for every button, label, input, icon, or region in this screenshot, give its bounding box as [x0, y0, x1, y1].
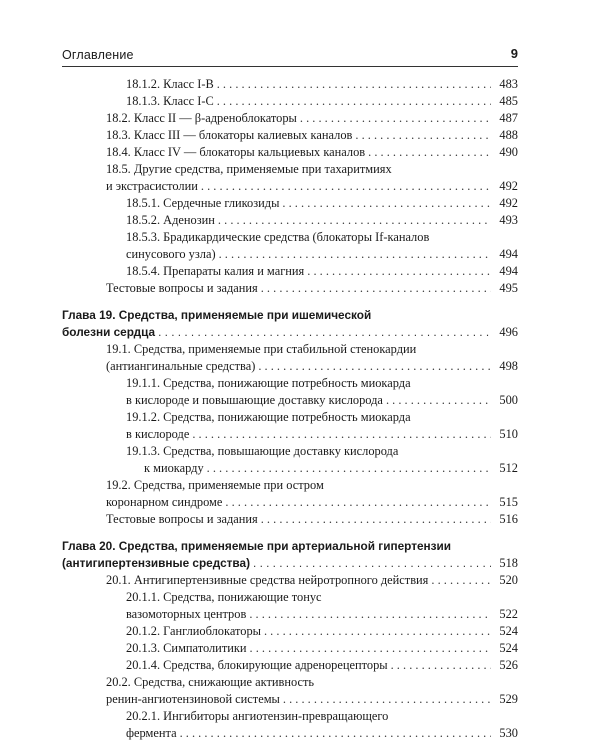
toc-entry-page: 529	[499, 692, 518, 706]
toc-entry-title: 18.5.4. Препараты калия и магния	[126, 264, 305, 278]
toc-entry-title-line2: коронарном синдроме	[106, 495, 223, 509]
toc-entry[interactable]	[62, 280, 518, 297]
toc-entry-page: 510	[499, 427, 518, 441]
toc-entry-title-line1: 19.1.3. Средства, повышающие доставку кислорода	[126, 444, 399, 458]
toc-entry-title: 18.1.3. Класс I-C	[126, 94, 214, 108]
toc-entry-title-line2: ренин-ангиотензиновой системы	[106, 692, 280, 706]
toc-entry-page: 492	[499, 196, 518, 210]
toc-entry-title-line2: синусового узла)	[126, 247, 216, 261]
toc-entry-title-line1: 18.5. Другие средства, применяемые при тахаритмиях	[106, 162, 392, 176]
toc-entry-page: 490	[499, 145, 518, 159]
toc-entry-title-line1: 19.1.2. Средства, понижающие потребность миокарда	[126, 410, 411, 424]
toc-entry-page: 530	[499, 726, 518, 740]
toc-entry[interactable]	[62, 674, 518, 708]
toc-entry[interactable]	[62, 127, 518, 144]
toc-entry-page: 487	[499, 111, 518, 125]
toc-entry-title: 20.1.2. Ганглиоблокаторы	[126, 624, 261, 638]
toc-entry-title-line2: в кислороде	[126, 427, 190, 441]
toc-entry[interactable]	[62, 511, 518, 528]
toc-entry-page: 498	[499, 359, 518, 373]
toc-chapter-20[interactable]	[62, 538, 518, 572]
toc-entry-page: 483	[499, 77, 518, 91]
toc-entry[interactable]	[62, 640, 518, 657]
toc-entry[interactable]	[62, 375, 518, 409]
toc-entry[interactable]	[62, 212, 518, 229]
toc-entry-title: 20.1.4. Средства, блокирующие адренорецепторы	[126, 658, 388, 672]
toc-entry-title: 18.2. Класс II — β-адреноблокаторы	[106, 111, 297, 125]
toc-entry-page: 493	[499, 213, 518, 227]
toc-entry[interactable]	[62, 76, 518, 93]
toc-entry-title: Тестовые вопросы и задания	[106, 512, 258, 526]
toc-entry[interactable]	[62, 477, 518, 511]
toc-entry-title: 20.1. Антигипертензивные средства нейротропного действия	[106, 573, 429, 587]
toc-entry[interactable]	[62, 263, 518, 280]
toc-entry-page: 492	[499, 179, 518, 193]
toc-entry-title: 18.5.2. Аденозин	[126, 213, 215, 227]
toc-entry[interactable]	[62, 93, 518, 110]
toc-entry-title-line1: 20.2.1. Ингибиторы ангиотензин-превращающего	[126, 709, 389, 723]
toc-chapter-title-line1: Глава 19. Средства, применяемые при ишемической	[62, 308, 372, 322]
toc-entry-page: 524	[499, 624, 518, 638]
toc-entry-title-line2: в кислороде и повышающие доставку кислорода	[126, 393, 383, 407]
toc-entry[interactable]	[62, 623, 518, 640]
toc-chapter-title-line2: болезни сердца	[62, 325, 156, 339]
page-number: 9	[510, 46, 518, 61]
toc-entry-title: 18.5.1. Сердечные гликозиды	[126, 196, 280, 210]
toc-entry[interactable]	[62, 409, 518, 443]
toc-entry-page: 500	[499, 393, 518, 407]
toc-chapter-title-line1: Глава 20. Средства, применяемые при артериальной гипертензии	[62, 539, 452, 553]
toc-entry-page: 488	[499, 128, 518, 142]
toc-entry[interactable]	[62, 195, 518, 212]
toc-entry[interactable]	[62, 708, 518, 742]
toc-entry-page: 526	[499, 658, 518, 672]
toc-entry-page: 518	[499, 556, 518, 570]
toc-entry[interactable]	[62, 589, 518, 623]
toc-chapter-19[interactable]	[62, 307, 518, 341]
toc-entry-page: 495	[499, 281, 518, 295]
toc-entry-title-line1: 20.2. Средства, снижающие активность	[106, 675, 315, 689]
toc-entry-page: 485	[499, 94, 518, 108]
toc-entry[interactable]	[62, 341, 518, 375]
toc-entry-page: 515	[499, 495, 518, 509]
toc-entry[interactable]	[62, 229, 518, 263]
toc-entry-page: 494	[499, 264, 518, 278]
toc-entry-title-line2: к миокарду	[144, 461, 204, 475]
toc-entry[interactable]	[62, 161, 518, 195]
toc-entry-page: 494	[499, 247, 518, 261]
toc-entry-page: 524	[499, 641, 518, 655]
running-header-title: Оглавление	[62, 48, 134, 62]
toc-entry[interactable]	[62, 443, 518, 477]
toc-entry-title-line1: 18.5.3. Брадикардические средства (блокаторы If-каналов	[126, 230, 430, 244]
table-of-contents	[62, 76, 518, 742]
toc-entry-title-line1: 20.1.1. Средства, понижающие тонус	[126, 590, 322, 604]
toc-entry-page: 496	[499, 325, 518, 339]
toc-entry-title-line1: 19.2. Средства, применяемые при остром	[106, 478, 324, 492]
toc-entry[interactable]	[62, 657, 518, 674]
toc-entry-title-line2: вазомоторных центров	[126, 607, 247, 621]
toc-entry[interactable]	[62, 144, 518, 161]
toc-chapter-title-line2: (антигипертензивные средства)	[62, 556, 251, 570]
running-header	[62, 44, 518, 67]
toc-entry-title: 18.3. Класс III — блокаторы калиевых каналов	[106, 128, 353, 142]
toc-entry-page: 522	[499, 607, 518, 621]
toc-entry-page: 516	[499, 512, 518, 526]
toc-entry-title-line2: (антиангинальные средства)	[106, 359, 256, 373]
toc-entry-title: 18.4. Класс IV — блокаторы кальциевых каналов	[106, 145, 366, 159]
toc-entry[interactable]	[62, 110, 518, 127]
toc-entry[interactable]	[62, 572, 518, 589]
toc-entry-page: 520	[499, 573, 518, 587]
toc-entry-title-line1: 19.1.1. Средства, понижающие потребность миокарда	[126, 376, 411, 390]
toc-entry-page: 512	[499, 461, 518, 475]
toc-entry-title: Тестовые вопросы и задания	[106, 281, 258, 295]
toc-entry-title-line2: и экстрасистолии	[106, 179, 198, 193]
toc-entry-title-line2: фермента	[126, 726, 177, 740]
toc-entry-title-line1: 19.1. Средства, применяемые при стабильной стенокардии	[106, 342, 417, 356]
toc-entry-title: 20.1.3. Симпатолитики	[126, 641, 247, 655]
toc-entry-title: 18.1.2. Класс I-B	[126, 77, 214, 91]
